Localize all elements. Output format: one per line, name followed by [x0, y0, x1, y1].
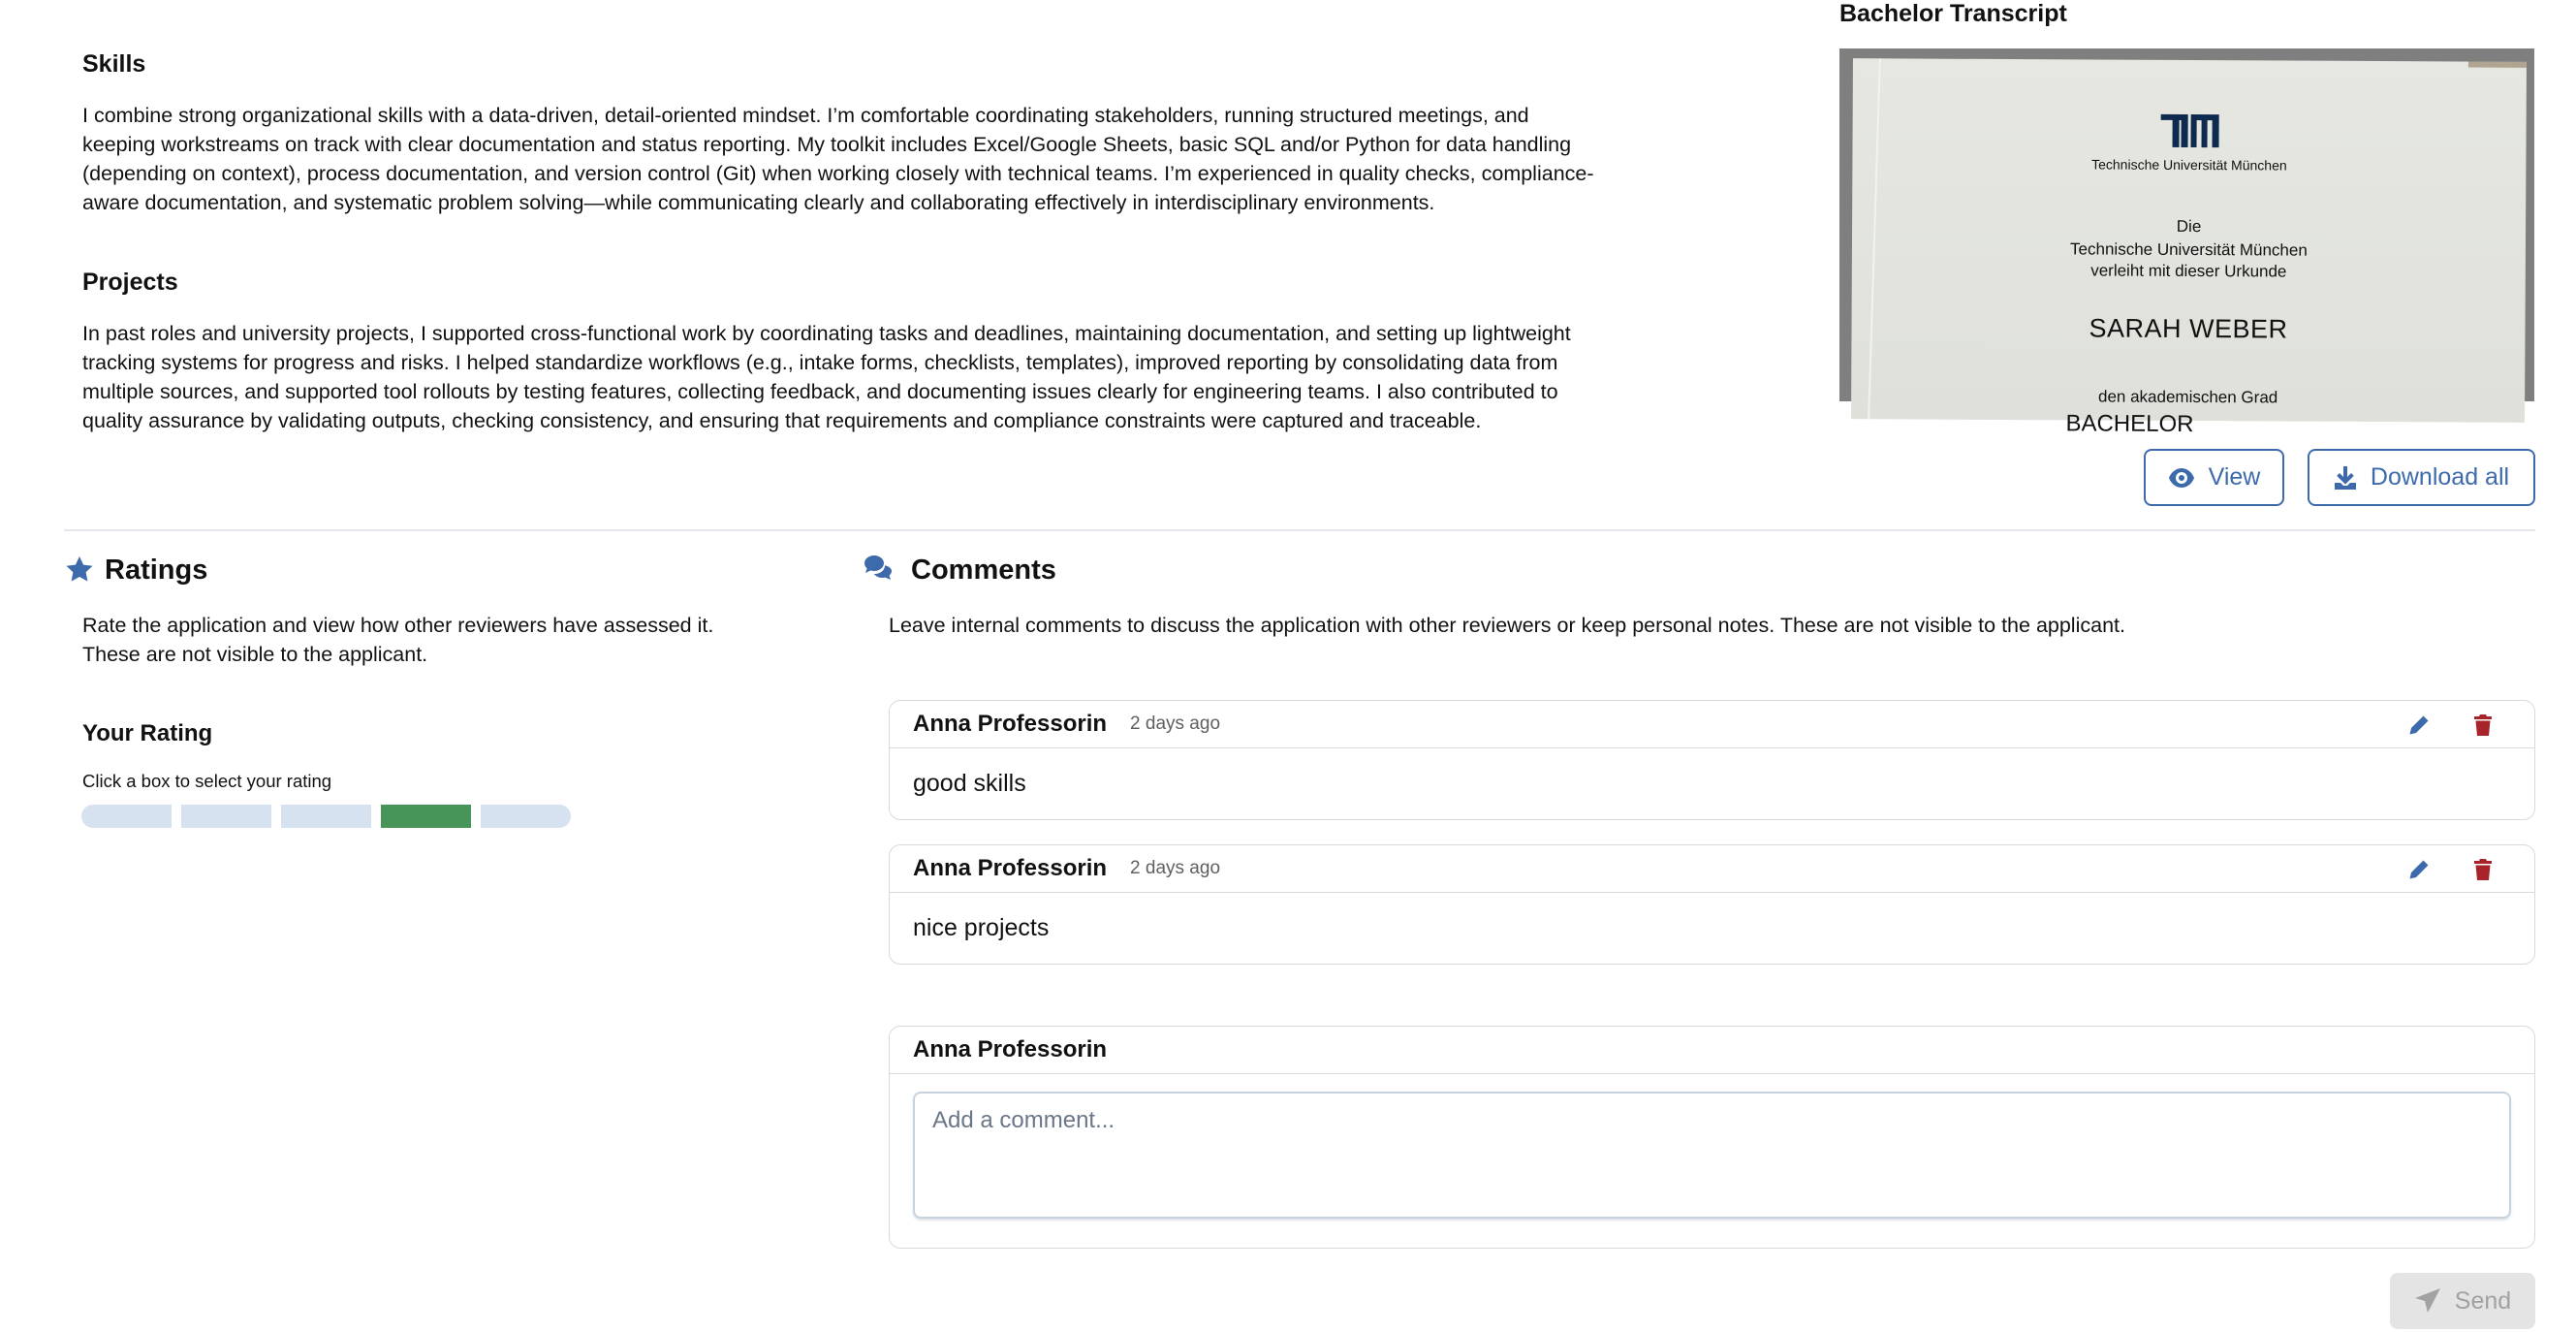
projects-heading: Projects — [82, 269, 178, 296]
comment-card — [889, 700, 2535, 820]
edit-comment-button[interactable] — [2406, 713, 2432, 738]
ratings-description — [82, 611, 713, 669]
preview-line-grad: den akademischen Grad — [2097, 387, 2278, 407]
pencil-icon — [2408, 714, 2430, 736]
ratings-description-line: Rate the application and view how other reviewers have assessed it. — [82, 614, 714, 637]
skills-line: aware documentation, and systematic problem solving—while communicating clearly and collaborating effectively in interdisciplinary environments. — [82, 191, 1435, 214]
rating-box-5[interactable] — [481, 805, 571, 828]
skills-text — [82, 101, 1788, 217]
comment-header — [890, 701, 2534, 748]
comments-icon — [864, 555, 893, 582]
preview-university: Technische Universität München — [2091, 156, 2287, 174]
delete-comment-button[interactable] — [2470, 857, 2496, 882]
comments-title: Comments — [911, 555, 1056, 586]
your-rating-title: Your Rating — [82, 720, 213, 746]
comment-timestamp: 2 days ago — [1130, 858, 1221, 878]
skills-heading: Skills — [82, 50, 146, 78]
star-icon — [66, 556, 93, 583]
paper-plane-icon — [2414, 1287, 2441, 1315]
tum-logo-icon — [2158, 111, 2220, 149]
projects-line: quality assurance by validating outputs, checking consistency, and ensuring that requirements and compliance constraints were captured and traceable. — [82, 409, 1482, 432]
preview-name: SARAH WEBER — [2089, 313, 2288, 344]
rating-box-4[interactable] — [381, 805, 471, 828]
send-button[interactable] — [2390, 1273, 2535, 1329]
view-button[interactable] — [2144, 449, 2284, 506]
composer-header — [890, 1027, 2534, 1074]
comment-header — [890, 845, 2534, 893]
rating-box-1[interactable] — [81, 805, 172, 828]
composer-author: Anna Professorin — [913, 1036, 1108, 1062]
preview-line-cut: BACHELOR — [2065, 410, 2194, 438]
section-divider — [64, 529, 2535, 531]
document-page — [1851, 58, 2527, 438]
rating-selector — [81, 805, 571, 828]
skills-line: (depending on context), process documentation, and version control (Git) when working closely with technical teams. I’m experienced in quality checks, compliance- — [82, 162, 1594, 185]
comment-text: good skills — [913, 769, 1026, 797]
projects-text — [82, 319, 1788, 435]
skills-line: keeping workstreams on track with clear documentation and status reporting. My toolkit includes Excel/Google Sheets, basic SQL and/or Python for data handling — [82, 133, 1572, 156]
document-title: Bachelor Transcript — [1839, 0, 2067, 27]
comment-author: Anna Professorin — [913, 855, 1108, 881]
paper-corner — [2468, 62, 2527, 68]
download-icon — [2334, 465, 2357, 491]
preview-line-tum: Technische Universität München — [2070, 239, 2308, 260]
rating-hint: Click a box to select your rating — [82, 771, 332, 791]
edit-comment-button[interactable] — [2406, 857, 2432, 882]
trash-icon — [2473, 714, 2493, 736]
download-all-button[interactable] — [2308, 449, 2535, 506]
comment-author: Anna Professorin — [913, 711, 1108, 737]
comment-text: nice projects — [913, 913, 1050, 941]
ratings-title: Ratings — [105, 555, 208, 586]
comment-timestamp: 2 days ago — [1130, 714, 1221, 734]
comments-description: Leave internal comments to discuss the application with other reviewers or keep personal notes. These are not visible to the applicant. — [889, 614, 2125, 637]
download-all-label: Download all — [2370, 463, 2510, 491]
rating-box-3[interactable] — [281, 805, 371, 828]
projects-line: In past roles and university projects, I supported cross-functional work by coordinating tasks and deadlines, maintaining documentation, and setting up lightweight — [82, 322, 1571, 345]
trash-icon — [2473, 859, 2493, 880]
projects-line: multiple sources, and supported tool rollouts by testing features, collecting feedback, and documenting issues clearly for engineering teams. I also contributed to — [82, 380, 1558, 403]
comment-card — [889, 844, 2535, 965]
rating-box-2[interactable] — [181, 805, 271, 828]
pencil-icon — [2408, 859, 2430, 880]
document-preview[interactable] — [1839, 48, 2534, 438]
projects-line: tracking systems for progress and risks. I helped standardize workflows (e.g., intake forms, checklists, templates), improved reporting by consolidating data from — [82, 351, 1558, 374]
comment-input[interactable] — [913, 1092, 2511, 1219]
ratings-description-line: These are not visible to the applicant. — [82, 643, 428, 666]
preview-line-verleiht: verleiht mit dieser Urkunde — [2090, 261, 2287, 281]
comment-composer — [889, 1026, 2535, 1249]
preview-line-die: Die — [2176, 216, 2202, 237]
skills-line: I combine strong organizational skills with a data-driven, detail-oriented mindset. I’m comfortable coordinating stakeholders, running structured meetings, and — [82, 104, 1529, 127]
view-button-label: View — [2208, 463, 2261, 491]
eye-icon — [2168, 467, 2195, 489]
delete-comment-button[interactable] — [2470, 713, 2496, 738]
send-button-label: Send — [2454, 1286, 2512, 1315]
